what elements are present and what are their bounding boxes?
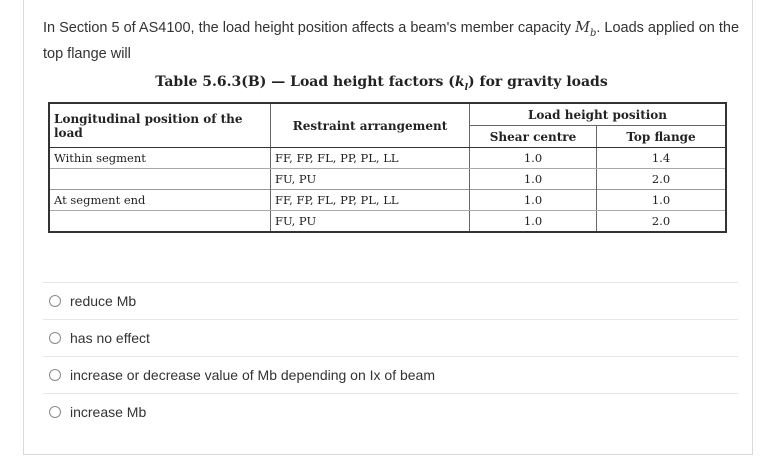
option-label: has no effect bbox=[70, 330, 150, 346]
header-longitudinal: Longitudinal position of the load bbox=[49, 103, 271, 148]
option-reduce-mb[interactable] bbox=[43, 282, 738, 319]
option-label: increase Mb bbox=[70, 404, 147, 420]
header-top-flange: Top flange bbox=[597, 126, 727, 148]
option-depends-on-ix[interactable] bbox=[43, 356, 738, 393]
radio-button[interactable] bbox=[49, 332, 61, 344]
cell-restraint: FU, PU bbox=[271, 211, 470, 233]
cell-top: 2.0 bbox=[597, 211, 727, 233]
radio-button[interactable] bbox=[49, 369, 61, 381]
cell-position bbox=[49, 211, 271, 233]
cell-shear: 1.0 bbox=[470, 190, 597, 211]
radio-button[interactable] bbox=[49, 406, 61, 418]
table-title: Table 5.6.3(B) — Load height factors $(k_l)$ for gravity loads bbox=[155, 74, 608, 93]
cell-shear: 1.0 bbox=[470, 169, 597, 190]
option-no-effect[interactable] bbox=[43, 319, 738, 356]
cell-restraint: FF, FP, FL, PP, PL, LL bbox=[271, 148, 470, 169]
cell-restraint: FF, FP, FL, PP, PL, LL bbox=[271, 190, 470, 211]
cell-top: 1.4 bbox=[597, 148, 727, 169]
table-row bbox=[49, 148, 726, 169]
table-row bbox=[49, 169, 726, 190]
cell-position: Within segment bbox=[49, 148, 271, 169]
answer-options bbox=[43, 282, 738, 430]
header-shear-centre: Shear centre bbox=[470, 126, 597, 148]
cell-position: At segment end bbox=[49, 190, 271, 211]
header-restraint: Restraint arrangement bbox=[271, 103, 470, 148]
header-load-height: Load height position bbox=[470, 103, 727, 126]
table-row bbox=[49, 190, 726, 211]
cell-shear: 1.0 bbox=[470, 211, 597, 233]
cell-position bbox=[49, 169, 271, 190]
question-text bbox=[43, 18, 743, 65]
cell-top: 2.0 bbox=[597, 169, 727, 190]
mb-symbol: $M_b$ bbox=[575, 20, 597, 39]
cell-shear: 1.0 bbox=[470, 148, 597, 169]
table-row bbox=[49, 211, 726, 233]
question-text-before: In Section 5 of AS4100, the load height position affects a beam's member capacity bbox=[43, 20, 572, 36]
option-increase-mb[interactable] bbox=[43, 393, 738, 430]
cell-top: 1.0 bbox=[597, 190, 727, 211]
cell-restraint: FU, PU bbox=[271, 169, 470, 190]
question-text-after: . Loads applied on the top flange will bbox=[43, 20, 740, 62]
option-label: reduce Mb bbox=[70, 293, 137, 309]
radio-button[interactable] bbox=[49, 295, 61, 307]
option-label: increase or decrease value of Mb depending on Ix of beam bbox=[70, 367, 436, 383]
kl-symbol: $k_l$ bbox=[454, 74, 469, 93]
load-height-factors-table bbox=[48, 102, 727, 233]
